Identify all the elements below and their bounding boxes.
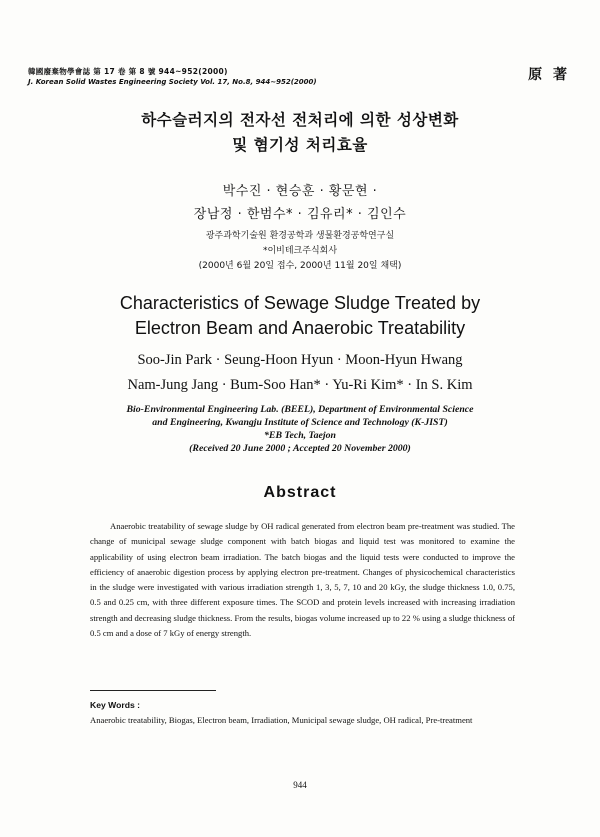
keywords-section bbox=[90, 698, 520, 728]
english-authors-line1: Soo-Jin Park · Seung-Hoon Hyun · Moon-Hyun Hwang bbox=[137, 352, 463, 368]
english-authors bbox=[0, 348, 600, 398]
english-affiliation-line3: *EB Tech, Taejon bbox=[264, 430, 336, 441]
keywords-divider bbox=[90, 690, 216, 691]
english-authors-line2: Nam-Jung Jang · Bum-Soo Han* · Yu-Ri Kim* · In S. Kim bbox=[127, 377, 473, 393]
korean-authors bbox=[0, 180, 600, 226]
journal-citation-english: J. Korean Solid Wastes Engineering Society Vol. 17, No.8, 944~952(2000) bbox=[28, 78, 317, 86]
journal-header bbox=[28, 66, 317, 88]
korean-title-line1: 하수슬러지의 전자선 전처리에 의한 성상변화 bbox=[141, 111, 459, 129]
english-dates: (Received 20 June 2000 ; Accepted 20 November 2000) bbox=[189, 443, 411, 454]
english-title-line2: Electron Beam and Anaerobic Treatability bbox=[134, 318, 466, 338]
korean-affiliation-line2: *이비테크주식회사 bbox=[262, 246, 338, 256]
korean-affiliation-line1: 광주과학기술원 환경공학과 생물환경공학연구실 bbox=[205, 231, 395, 241]
korean-dates: (2000년 6월 20일 접수, 2000년 11월 20일 채택) bbox=[198, 261, 402, 271]
paper-type-label: 原 著 bbox=[528, 67, 570, 83]
page-number: 944 bbox=[293, 780, 307, 790]
english-affiliation bbox=[0, 403, 600, 455]
english-affiliation-line2: and Engineering, Kwangju Institute of Science and Technology (K-JIST) bbox=[152, 417, 448, 428]
english-title bbox=[0, 291, 600, 341]
korean-affiliation bbox=[0, 229, 600, 274]
korean-title bbox=[0, 108, 600, 158]
keywords-label: Key Words : bbox=[90, 700, 140, 710]
english-affiliation-line1: Bio-Environmental Engineering Lab. (BEEL), Department of Environmental Science bbox=[126, 404, 474, 415]
keywords-text: Anaerobic treatability, Biogas, Electron beam, Irradiation, Municipal sewage sludge, OH radical, Pre-treatment bbox=[90, 715, 473, 725]
abstract-heading: Abstract bbox=[263, 484, 337, 501]
journal-citation-korean: 韓國廢棄物學會誌 第 17 卷 第 8 號 944~952(2000) bbox=[28, 67, 228, 76]
korean-title-line2: 및 혐기성 처리효율 bbox=[232, 136, 368, 154]
korean-authors-line1: 박수진 · 현승훈 · 황문현 · bbox=[222, 184, 378, 199]
abstract-body: Anaerobic treatability of sewage sludge by OH radical generated from electron beam pre-treatment was studied. The change of municipal sewage sludge component with batch biogas and liquid test was monitored to examine the applicability of using electron beam irradiation. The batch biogas and the liquid tests were conducted to improve the efficiency of anaerobic digestion process by applying electron pre-treatment. Changes of physicochemical characteristics in the sludge were investigated with various irradiation strength 1, 3, 5, 7, 10 and 20 kGy, the sludge thickness 1.0, 0.75, 0.5 and 0.25 cm, with three different exposure times. The SCOD and protein levels increased with increasing irradiation strength and decreasing sludge thickness. From the results, biogas volume increased up to 22 % using a sludge thickness of 0.5 cm and a dose of 7 kGy of energy strength. bbox=[90, 521, 515, 639]
english-title-line1: Characteristics of Sewage Sludge Treated by bbox=[119, 293, 481, 313]
korean-authors-line2: 장남정 · 한범수* · 김유리* · 김인수 bbox=[193, 207, 407, 222]
